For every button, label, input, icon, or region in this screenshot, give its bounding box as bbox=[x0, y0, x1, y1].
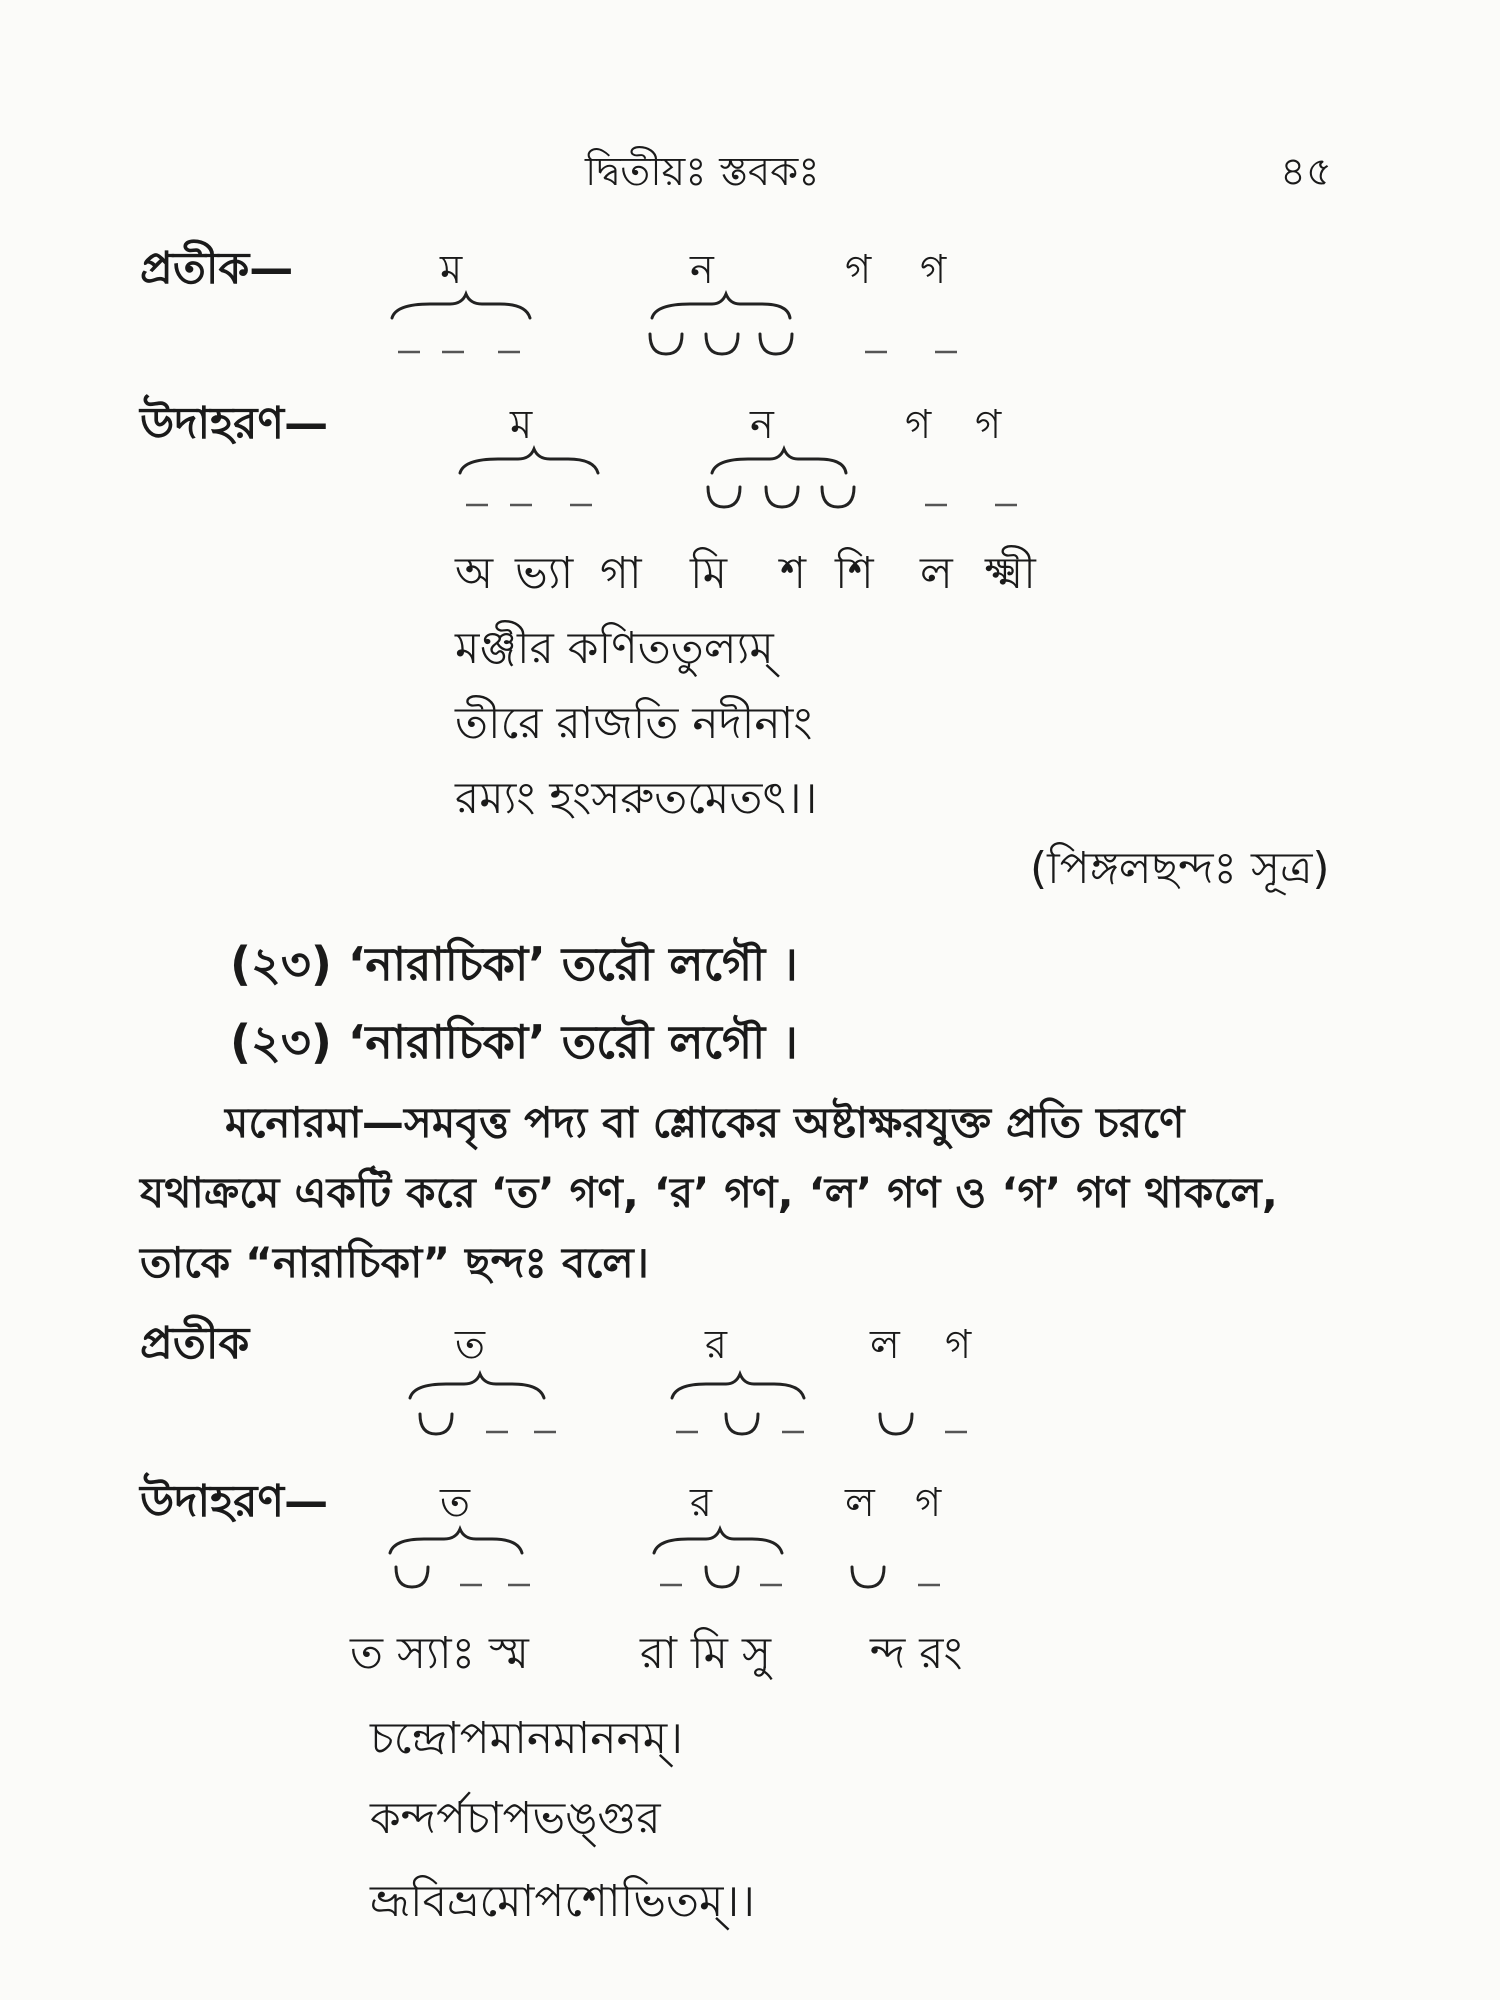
brace-mark bbox=[410, 1374, 544, 1398]
gana-letter: র bbox=[690, 1480, 713, 1526]
short-syllable-mark bbox=[726, 1414, 758, 1434]
brace-mark bbox=[390, 1529, 522, 1553]
brace-mark bbox=[652, 294, 790, 318]
explanation-line-1 bbox=[225, 1090, 1185, 1161]
sutra-line: (২৩) ‘নারাচিকা’ তরৌ লগৌ । bbox=[230, 1015, 798, 1069]
gana-letter: ল bbox=[845, 1480, 875, 1526]
verse-line: রম্যং হংসরুতমেতৎ।। bbox=[455, 773, 818, 824]
verse-syllable: গা bbox=[600, 548, 642, 599]
example-label: উদাহরণ— bbox=[140, 398, 329, 449]
verse-line: মঞ্জীর কণিততুল্যম্ bbox=[455, 623, 774, 674]
explanation-line-2: যথাক্রমে একটি করে ‘ত’ গণ, ‘র’ গণ, ‘ল’ গণ ও ‘গ’ গণ থাকলে, bbox=[140, 1168, 1279, 1217]
short-syllable-mark bbox=[708, 487, 740, 507]
verse-line: কন্দর্পচাপভঙ্গুর bbox=[370, 1793, 661, 1844]
scansion-marks bbox=[0, 1370, 1500, 1450]
verse-syllable: ল bbox=[920, 548, 953, 599]
source-citation: (পিঙ্গলছন্দঃ সূত্র) bbox=[1030, 843, 1330, 894]
verse-syllable: মি bbox=[690, 548, 728, 599]
scansion-marks bbox=[0, 290, 1500, 370]
explanation-line-3: তাকে “নারাচিকা” ছন্দঃ বলে। bbox=[140, 1238, 650, 1287]
short-syllable-mark bbox=[706, 334, 738, 354]
brace-mark bbox=[672, 1374, 804, 1398]
gana-letter: গ bbox=[945, 1322, 972, 1368]
scansion-marks bbox=[0, 445, 1500, 525]
verse-fragment: ন্দ রং bbox=[870, 1628, 963, 1679]
running-header: দ্বিতীয়ঃ স্তবকঃ bbox=[585, 149, 820, 195]
gana-letter: ত bbox=[440, 1480, 471, 1526]
symbol-label: প্রতীক bbox=[140, 1318, 250, 1369]
gana-letter: ত bbox=[455, 1322, 486, 1368]
short-syllable-mark bbox=[880, 1414, 912, 1434]
brace-mark bbox=[654, 1529, 782, 1553]
scansion-marks bbox=[0, 1525, 1500, 1605]
example-label: উদাহরণ— bbox=[140, 1476, 329, 1527]
gana-letter: ম bbox=[440, 247, 463, 293]
verse-fragment: রা মি সু bbox=[640, 1628, 772, 1679]
gana-letter: ন bbox=[750, 402, 774, 448]
verse-syllable: অ bbox=[455, 548, 494, 599]
symbol-label: প্রতীক— bbox=[140, 243, 294, 294]
short-syllable-mark bbox=[766, 487, 798, 507]
short-syllable-mark bbox=[650, 334, 682, 354]
sutra-line: (২৩) ‘নারাচিকা’ তরৌ লগৌ । bbox=[230, 937, 798, 991]
verse-syllable: শি bbox=[835, 548, 874, 599]
verse-line: তীরে রাজতি নদীনাং bbox=[455, 698, 813, 749]
gana-letter: গ bbox=[915, 1480, 942, 1526]
gana-letter: ম bbox=[510, 402, 533, 448]
short-syllable-mark bbox=[396, 1567, 428, 1587]
gana-letter: ল bbox=[870, 1322, 900, 1368]
term: মনোরমা bbox=[225, 1098, 362, 1147]
brace-mark bbox=[460, 449, 598, 473]
verse-line: ভ্রূবিভ্রমোপশোভিতম্।। bbox=[370, 1876, 755, 1927]
brace-mark bbox=[392, 294, 530, 318]
short-syllable-mark bbox=[706, 1567, 738, 1587]
gana-letter: গ bbox=[905, 402, 932, 448]
gana-letter: গ bbox=[920, 247, 947, 293]
short-syllable-mark bbox=[420, 1414, 452, 1434]
verse-fragment: ত স্যাঃ স্ম bbox=[350, 1628, 529, 1679]
gana-letter: গ bbox=[845, 247, 872, 293]
verse-syllable: ক্ষ্মী bbox=[985, 548, 1036, 599]
verse-line: চন্দ্রোপমানমাননম্। bbox=[370, 1713, 683, 1764]
short-syllable-mark bbox=[760, 334, 792, 354]
short-syllable-mark bbox=[852, 1567, 884, 1587]
page-number: ৪৫ bbox=[1280, 149, 1332, 195]
explanation-text: —সমবৃত্ত পদ্য বা শ্লোকের অষ্টাক্ষরযুক্ত প্রতি চরণে bbox=[361, 1098, 1185, 1147]
gana-letter: ন bbox=[690, 247, 714, 293]
gana-letter: গ bbox=[975, 402, 1002, 448]
brace-mark bbox=[712, 449, 846, 473]
verse-syllable: শ bbox=[780, 548, 807, 599]
verse-syllable: ভ্যা bbox=[515, 548, 574, 599]
short-syllable-mark bbox=[822, 487, 854, 507]
gana-letter: র bbox=[705, 1322, 728, 1368]
